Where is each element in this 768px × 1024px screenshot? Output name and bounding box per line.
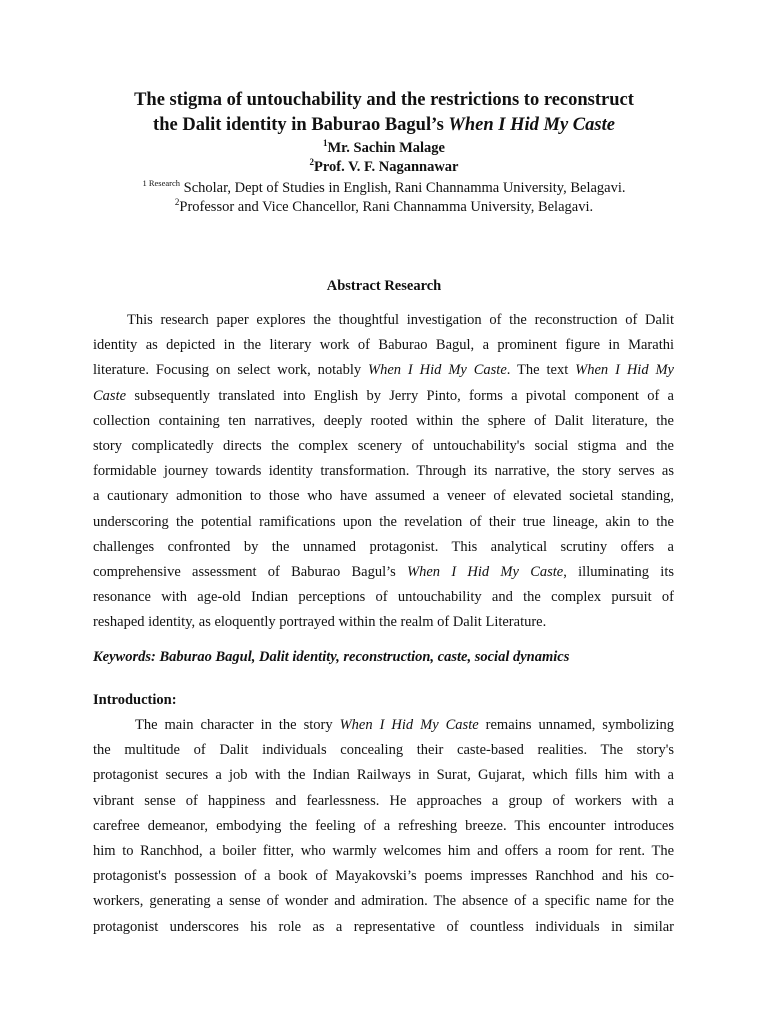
abstract-line <box>93 333 674 358</box>
introduction-line <box>93 889 674 914</box>
text-run: reshaped identity, as eloquently portrayed within the realm of Dalit Literature. <box>93 614 547 631</box>
affiliation-1-text: Scholar, Dept of Studies in English, Rani Channamma University, Belagavi. <box>180 180 626 196</box>
text-run: vibrant sense of happiness and fearlessness. He approaches a group of workers with a <box>93 792 674 809</box>
affiliation-2 <box>60 198 708 217</box>
text-run: formidable journey towards identity transformation. Through its narrative, the story serves as <box>93 463 674 480</box>
affiliation-2-sup: 2 <box>174 197 180 208</box>
text-run: story complicatedly directs the complex scenery of untouchability's social stigma and the <box>93 438 674 455</box>
text-run: protagonist underscores his role as a representative of countless individuals in similar <box>93 918 674 935</box>
text-run: remains unnamed, symbolizing <box>478 717 675 733</box>
introduction-line <box>93 789 674 814</box>
paper-title <box>60 88 708 138</box>
text-run: a cautionary admonition to those who have assumed a veneer of elevated societal standing, <box>93 488 674 505</box>
introduction-line <box>93 713 674 738</box>
text-run: , illuminating its <box>563 564 674 581</box>
affiliation-1 <box>60 179 708 198</box>
text-run: protagonist secures a job with the Indian Railways in Surat, Gujarat, which fills him with a <box>93 767 674 784</box>
text-run: collection containing ten narratives, deeply rooted within the sphere of Dalit literature, the <box>93 412 674 429</box>
author-1-name: Mr. Sachin Malage <box>327 140 445 156</box>
abstract-line <box>93 459 674 484</box>
abstract-line <box>93 560 674 585</box>
introduction-line <box>93 915 674 940</box>
introduction-line <box>93 738 674 763</box>
text-run: resonance with age-old Indian perceptions of untouchability and the complex pursuit of <box>93 589 674 606</box>
affiliation-1-sup: 1 Research <box>142 178 181 189</box>
abstract-paragraph <box>93 308 674 636</box>
keywords: Keywords: Baburao Bagul, Dalit identity, reconstruction, caste, social dynamics <box>93 649 570 665</box>
introduction-line <box>93 839 674 864</box>
abstract-line <box>93 384 674 409</box>
book-title-italic: When I Hid My Caste <box>368 362 507 379</box>
abstract-line <box>93 510 674 535</box>
abstract-line <box>93 409 674 434</box>
title-book-name: When I Hid My Caste <box>448 115 615 135</box>
abstract-line <box>93 610 674 635</box>
text-run: protagonist's possession of a book of Mayakovski’s poems impresses Ranchhod and his co- <box>93 868 674 885</box>
text-run: carefree demeanor, embodying the feeling of a refreshing breeze. This encounter introduces <box>93 817 674 834</box>
text-run: The main character in the story <box>135 717 340 733</box>
introduction-paragraph <box>93 713 674 940</box>
abstract-line <box>93 585 674 610</box>
text-run: . The text <box>506 362 576 379</box>
author-1 <box>60 139 708 158</box>
text-run: him to Ranchhod, a boiler fitter, who warmly welcomes him and offers a room for rent. The <box>93 843 674 860</box>
author-2-sup: 2 <box>309 157 314 168</box>
title-line-2-plain: the Dalit identity in Baburao Bagul’s <box>153 115 449 135</box>
author-1-sup: 1 <box>323 138 328 149</box>
text-run: comprehensive assessment of Baburao Bagul’s <box>93 564 408 581</box>
text-run: workers, generating a sense of wonder and admiration. The absence of a specific name for the <box>93 893 674 910</box>
text-run: subsequently translated into English by Jerry Pinto, forms a pivotal component of a <box>126 387 674 404</box>
book-title-italic: When I Hid My Caste <box>407 564 564 581</box>
author-2-name: Prof. V. F. Nagannawar <box>314 159 459 175</box>
abstract-heading: Abstract Research <box>326 278 442 294</box>
introduction-line <box>93 763 674 788</box>
text-run: challenges confronted by the unnamed protagonist. This analytical scrutiny offers a <box>93 538 674 555</box>
title-line-1: The stigma of untouchability and the restrictions to reconstruct <box>134 90 634 110</box>
abstract-line <box>93 358 674 383</box>
abstract-line <box>93 308 674 333</box>
affiliation-2-text: Professor and Vice Chancellor, Rani Channamma University, Belagavi. <box>179 199 594 215</box>
text-run: the multitude of Dalit individuals concealing their caste-based realities. The story's <box>93 742 674 759</box>
book-title-italic: When I Hid My Caste <box>339 717 479 733</box>
title-line-2 <box>60 113 708 138</box>
text-run: literature. Focusing on select work, notably <box>93 362 368 379</box>
introduction-line <box>93 864 674 889</box>
text-run: underscoring the potential ramifications upon the revelation of their true lineage, akin to the <box>93 513 674 530</box>
introduction-heading: Introduction: <box>93 692 177 708</box>
text-run: This research paper explores the thoughtful investigation of the reconstruction of Dalit <box>127 312 674 328</box>
abstract-line <box>93 484 674 509</box>
abstract-line <box>93 535 674 560</box>
abstract-line <box>93 434 674 459</box>
author-2 <box>60 158 708 177</box>
book-title-italic: When I Hid My <box>575 362 674 379</box>
introduction-line <box>93 814 674 839</box>
text-run: identity as depicted in the literary work of Baburao Bagul, a prominent figure in Marathi <box>93 337 674 354</box>
book-title-italic: Caste <box>93 387 127 404</box>
